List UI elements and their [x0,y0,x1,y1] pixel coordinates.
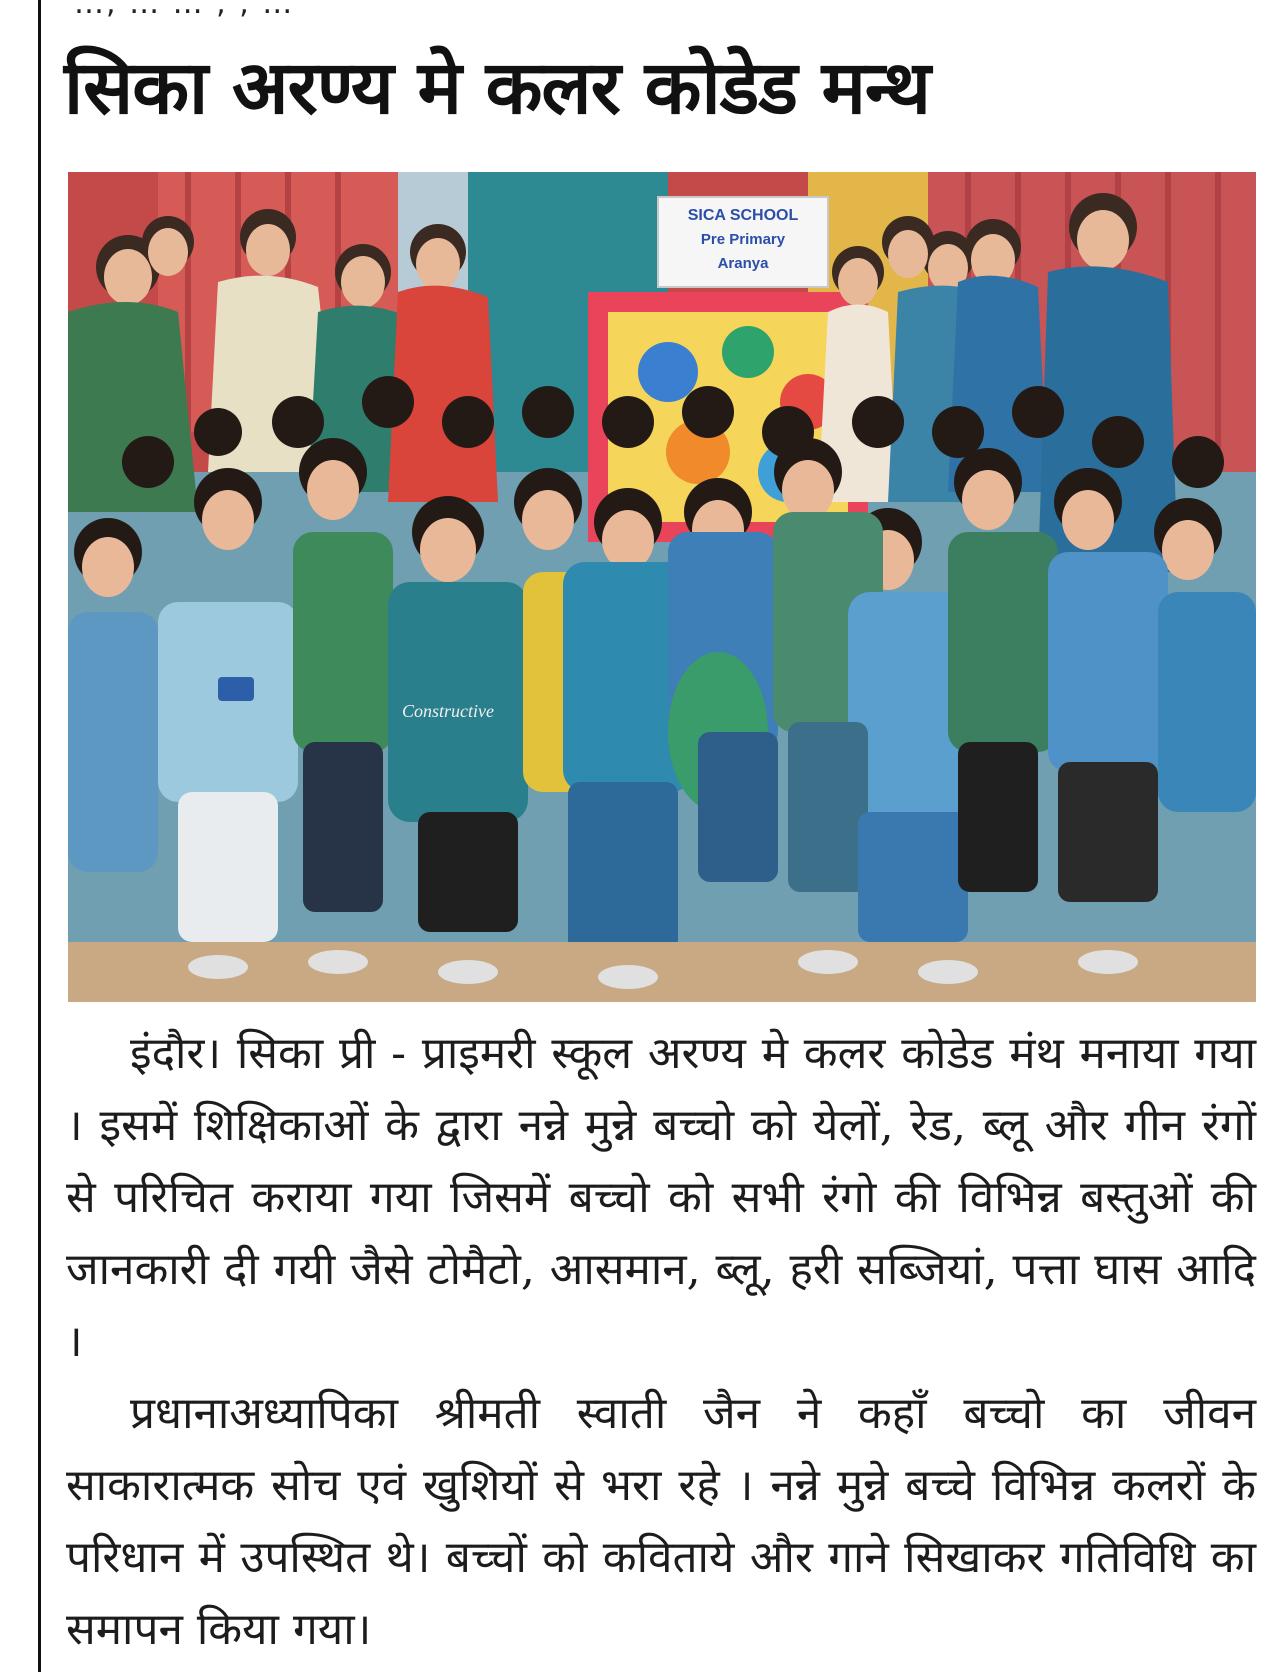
group-photo-illustration [68,172,1256,1002]
headline: सिका अरण्य मे कलर कोडेड मन्थ [64,45,930,131]
banner-line-2: Pre Primary [700,231,786,248]
news-photo [68,172,1256,1002]
banner-line-1: SICA SCHOOL [687,207,799,224]
article-paragraph-1: इंदौर। सिका प्री - प्राइमरी स्कूल अरण्य मे कलर कोडेड मंथ मनाया गया । इसमें शिक्षिकाओं के द्वारा नन्ने मुन्ने बच्चो को येलों, रेड, ब्लू और गीन रंगों से परिचित कराया गया जिसमें बच्चो को सभी रंगो की विभिन्न बस्तुओं की जानकारी दी गयी जैसे टोमैटो, आसमान, ब्लू, हरी सब्जियां, पत्ता घास आदि । [66,1028,1256,1367]
cut-off-text: …, … … , , … [74,0,295,21]
article-paragraph-2: प्रधानाअध्यापिका श्रीमती स्वाती जैन ने कहाँ बच्चो का जीवन साकारात्मक सोच एवं खुशियों से भरा रहे । नन्ने मुन्ने बच्चे विभिन्न कलरों के परिधान में उपस्थित थे। बच्चों को कविताये और गाने सिखाकर गतिविधि का समापन किया गया। [66,1388,1256,1655]
article-body [66,1018,1256,1666]
banner-line-3: Aranya [717,255,769,272]
column-rule [38,0,41,1672]
shirt-print: Constructive [402,701,494,721]
cut-off-previous-line [44,0,1284,22]
